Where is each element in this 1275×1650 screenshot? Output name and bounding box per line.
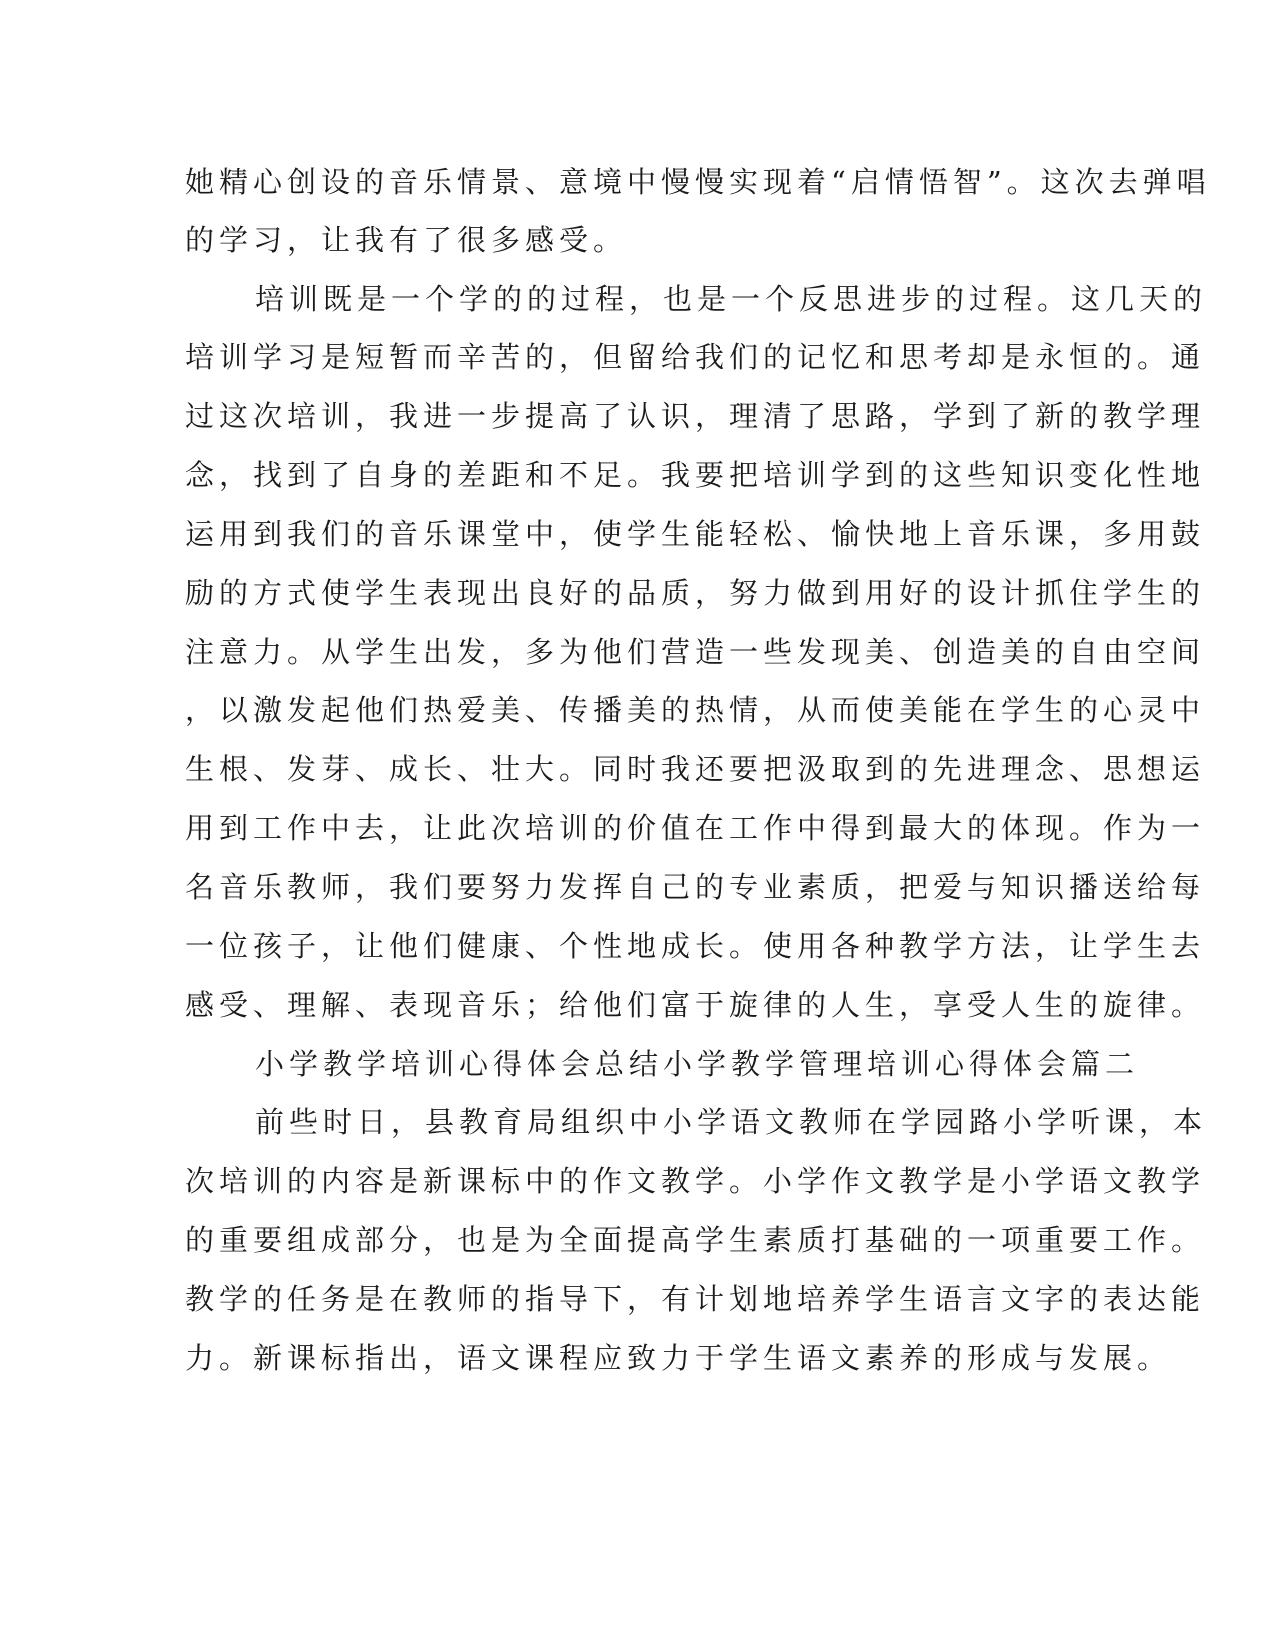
text-line: 的重要组成部分，也是为全面提高学生素质打基础的一项重要工作。 bbox=[185, 1223, 1206, 1257]
text-line: 次培训的内容是新课标中的作文教学。小学作文教学是小学语文教学 bbox=[185, 1164, 1206, 1198]
text-line: 过这次培训，我进一步提高了认识，理清了思路，学到了新的教学理 bbox=[185, 399, 1206, 433]
text-line: 的学习，让我有了很多感受。 bbox=[185, 223, 628, 257]
text-line: ，以激发起他们热爱美、传播美的热情，从而使美能在学生的心灵中 bbox=[185, 693, 1206, 727]
text-line: 励的方式使学生表现出良好的品质，努力做到用好的设计抓住学生的 bbox=[185, 576, 1206, 610]
paragraph-start-line: 前些时日，县教育局组织中小学语文教师在学园路小学听课，本 bbox=[255, 1105, 1208, 1139]
paragraph-start-line: 培训既是一个学的的过程，也是一个反思进步的过程。这几天的 bbox=[255, 282, 1208, 316]
text-line: 一位孩子，让他们健康、个性地成长。使用各种教学方法，让学生去 bbox=[185, 929, 1206, 963]
text-line: 念，找到了自身的差距和不足。我要把培训学到的这些知识变化性地 bbox=[185, 458, 1206, 492]
text-line: 她精心创设的音乐情景、意境中慢慢实现着“启情悟智”。这次去弹唱 bbox=[185, 165, 1211, 199]
text-line: 感受、理解、表现音乐；给他们富于旋律的人生，享受人生的旋律。 bbox=[185, 988, 1206, 1022]
text-line: 力。新课标指出，语文课程应致力于学生语文素养的形成与发展。 bbox=[185, 1341, 1172, 1375]
text-line: 教学的任务是在教师的指导下，有计划地培养学生语言文字的表达能 bbox=[185, 1282, 1206, 1316]
text-line: 用到工作中去，让此次培训的价值在工作中得到最大的体现。作为一 bbox=[185, 811, 1206, 845]
text-line: 注意力。从学生出发，多为他们营造一些发现美、创造美的自由空间 bbox=[185, 635, 1206, 669]
text-line: 培训学习是短暂而辛苦的，但留给我们的记忆和思考却是永恒的。通 bbox=[185, 340, 1206, 374]
text-line: 运用到我们的音乐课堂中，使学生能轻松、愉快地上音乐课，多用鼓 bbox=[185, 517, 1206, 551]
section-heading: 小学教学培训心得体会总结小学教学管理培训心得体会篇二 bbox=[255, 1047, 1140, 1081]
text-line: 名音乐教师，我们要努力发挥自己的专业素质，把爱与知识播送给每 bbox=[185, 870, 1206, 904]
text-line: 生根、发芽、成长、壮大。同时我还要把汲取到的先进理念、思想运 bbox=[185, 752, 1206, 786]
